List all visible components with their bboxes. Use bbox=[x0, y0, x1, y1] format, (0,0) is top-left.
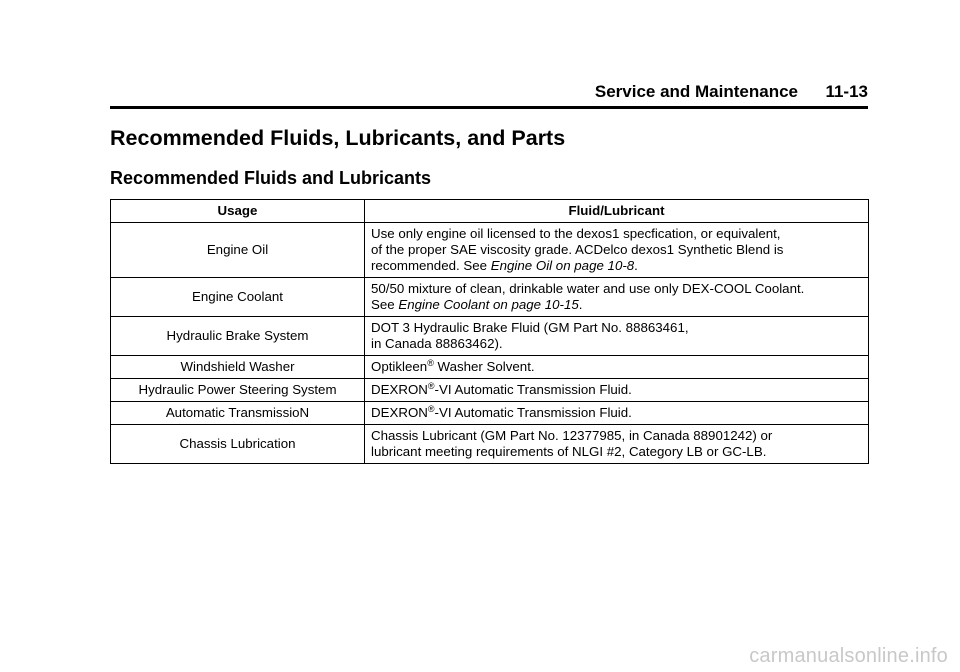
table-row bbox=[111, 356, 869, 379]
registered-mark: ® bbox=[427, 381, 435, 391]
fluid-text: Washer Solvent. bbox=[433, 359, 535, 374]
registered-mark: ® bbox=[427, 404, 435, 414]
brand-name: DEXRON bbox=[371, 405, 428, 420]
fluid-text: in Canada 88863462). bbox=[371, 336, 503, 351]
table-row bbox=[111, 317, 869, 356]
fluid-text: See bbox=[371, 297, 399, 312]
brand-name: DEXRON bbox=[371, 382, 428, 397]
table-row bbox=[111, 278, 869, 317]
fluid-text: . bbox=[578, 297, 583, 312]
page-title: Recommended Fluids, Lubricants, and Parts bbox=[110, 126, 566, 150]
fluid-cell bbox=[365, 379, 869, 402]
brand-name: Optikleen bbox=[371, 359, 428, 374]
fluid-text: of the proper SAE viscosity grade. ACDelco dexos1 Synthetic Blend is bbox=[371, 242, 784, 257]
table-row bbox=[111, 223, 869, 278]
usage-cell: Hydraulic Brake System bbox=[111, 317, 365, 356]
section-heading: Recommended Fluids and Lubricants bbox=[110, 168, 432, 188]
cross-reference-link[interactable]: Engine Oil on page 10-8 bbox=[490, 258, 635, 273]
fluid-text: . bbox=[634, 258, 638, 273]
fluid-text: lubricant meeting requirements of NLGI #2, Category LB or GC-LB. bbox=[371, 444, 767, 459]
usage-cell: Engine Oil bbox=[111, 223, 365, 278]
fluid-text: Use only engine oil licensed to the dexos1 specfication, or equivalent, bbox=[371, 226, 781, 241]
fluid-cell bbox=[365, 223, 869, 278]
fluid-text: -VI Automatic Transmission Fluid. bbox=[434, 382, 632, 397]
table-row bbox=[111, 379, 869, 402]
registered-mark: ® bbox=[427, 358, 434, 368]
fluid-cell bbox=[365, 425, 869, 464]
fluid-cell bbox=[365, 402, 869, 425]
column-header-fluid: Fluid/Lubricant bbox=[365, 200, 869, 223]
usage-cell: Engine Coolant bbox=[111, 278, 365, 317]
usage-cell: Windshield Washer bbox=[111, 356, 365, 379]
fluid-cell bbox=[365, 356, 869, 379]
usage-cell: Hydraulic Power Steering System bbox=[111, 379, 365, 402]
fluid-text: Chassis Lubricant (GM Part No. 12377985, in Canada 88901242) or bbox=[371, 428, 773, 443]
watermark: carmanualsonline.info bbox=[749, 645, 948, 667]
page-number: 11-13 bbox=[825, 82, 868, 101]
table-row bbox=[111, 402, 869, 425]
fluid-cell bbox=[365, 317, 869, 356]
column-header-usage: Usage bbox=[111, 200, 365, 223]
usage-cell: Automatic TransmissioN bbox=[111, 402, 365, 425]
fluid-text: recommended. See bbox=[371, 258, 491, 273]
section-title: Service and Maintenance bbox=[594, 82, 798, 101]
table-header-row bbox=[111, 200, 869, 223]
fluid-cell bbox=[365, 278, 869, 317]
fluid-text: 50/50 mixture of clean, drinkable water and use only DEX-COOL Coolant. bbox=[371, 281, 805, 296]
fluid-text: -VI Automatic Transmission Fluid. bbox=[434, 405, 632, 420]
usage-cell: Chassis Lubrication bbox=[111, 425, 365, 464]
table-row bbox=[111, 425, 869, 464]
cross-reference-link[interactable]: Engine Coolant on page 10-15 bbox=[398, 297, 579, 312]
fluids-table bbox=[110, 199, 869, 464]
page-header bbox=[110, 80, 868, 109]
fluid-text: DOT 3 Hydraulic Brake Fluid (GM Part No. 88863461, bbox=[371, 320, 689, 335]
